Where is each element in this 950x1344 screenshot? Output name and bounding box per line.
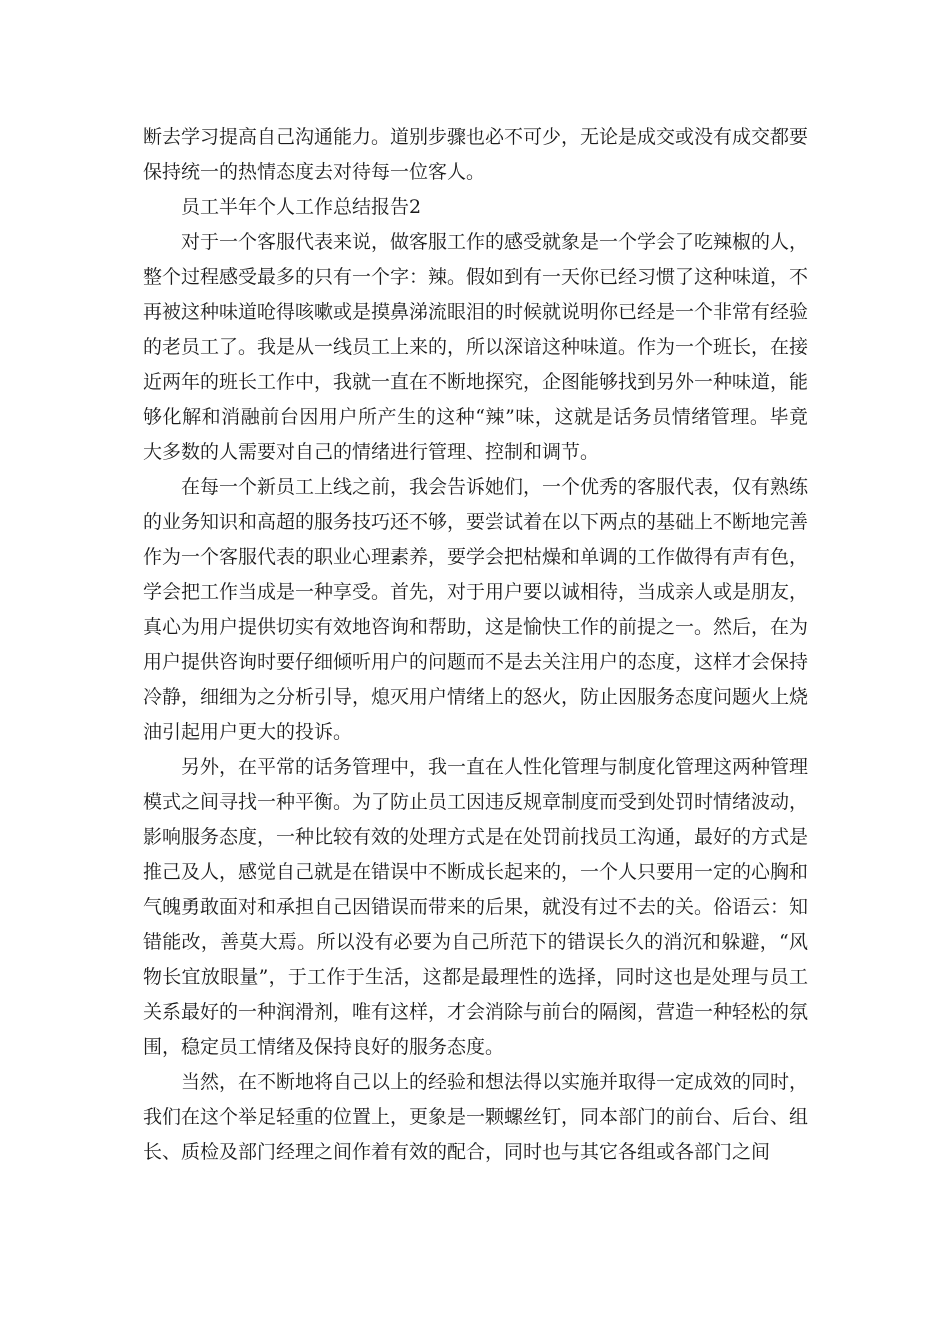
body-paragraph-4: 当然，在不断地将自己以上的经验和想法得以实施并取得一定成效的同时，我们在这个举足轻重的位置上，更象是一颗螺丝钉，同本部门的前台、后台、组长、质检及部门经理之间作着有效的配合，同时也与其它各组或各部门之间 [143, 1071, 809, 1163]
body-paragraph-1: 对于一个客服代表来说，做客服工作的感受就象是一个学会了吃辣椒的人，整个过程感受最多的只有一个字：辣。假如到有一天你已经习惯了这种味道，不再被这种味道呛得咳嗽或是摸鼻涕流眼泪的时候就说明你已经是一个非常有经验的老员工了。我是从一线员工上来的，所以深谙这种味道。作为一个班长，在接近两年的班长工作中，我就一直在不断地探究，企图能够找到另外一种味道，能够化解和消融前台因用户所产生的这种“辣”味，这就是话务员情绪管理。毕竟大多数的人需要对自己的情绪进行管理、控制和调节。 [143, 231, 809, 463]
continuation-paragraph: 断去学习提高自己沟通能力。道别步骤也必不可少，无论是成交或没有成交都要保持统一的热情态度去对待每一位客人。 [143, 126, 809, 183]
body-paragraph-3: 另外，在平常的话务管理中，我一直在人性化管理与制度化管理这两种管理模式之间寻找一种平衡。为了防止员工因违反规章制度而受到处罚时情绪波动，影响服务态度，一种比较有效的处理方式是在处罚前找员工沟通，最好的方式是推己及人，感觉自己就是在错误中不断成长起来的，一个人只要用一定的心胸和气魄勇敢面对和承担自己因错误而带来的后果，就没有过不去的关。俗语云：知错能改，善莫大焉。所以没有必要为自己所范下的错误长久的消沉和躲避，“风物长宜放眼量”，于工作于生活，这都是最理性的选择，同时这也是处理与员工关系最好的一种润滑剂，唯有这样，才会消除与前台的隔阂，营造一种轻松的氛围，稳定员工情绪及保持良好的服务态度。 [143, 756, 809, 1058]
section-title: 员工半年个人工作总结报告2 [181, 196, 422, 218]
body-paragraph-2: 在每一个新员工上线之前，我会告诉她们，一个优秀的客服代表，仅有熟练的业务知识和高超的服务技巧还不够，要尝试着在以下两点的基础上不断地完善作为一个客服代表的职业心理素养，要学会把枯燥和单调的工作做得有声有色，学会把工作当成是一种享受。首先，对于用户要以诚相待，当成亲人或是朋友，真心为用户提供切实有效地咨询和帮助，这是愉快工作的前提之一。然后，在为用户提供咨询时要仔细倾听用户的问题而不是去关注用户的态度，这样才会保持冷静，细细为之分析引导，熄灭用户情绪上的怒火，防止因服务态度问题火上烧油引起用户更大的投诉。 [143, 476, 809, 743]
document-page [143, 120, 808, 1170]
